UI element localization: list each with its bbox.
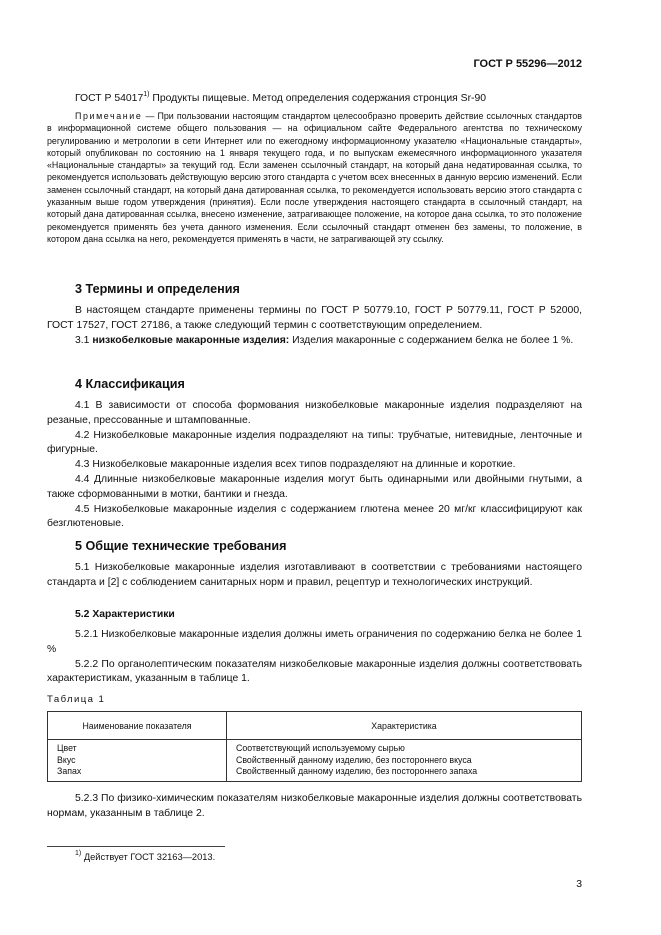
footnote-marker: 1) [143, 91, 150, 98]
document-code-header: ГОСТ Р 55296—2012 [473, 58, 582, 70]
table-header-row [48, 712, 582, 740]
table-cell-characteristics: Соответствующий используемому сырью Свойственный данному изделию, без постороннего вкуса Свойственный данному изделию, без постороннего запаха [227, 740, 582, 782]
section-4-body [47, 399, 582, 532]
term-definition: Изделия макаронные с содержанием белка не более 1 %. [289, 334, 574, 346]
clauses-5-2 [47, 628, 582, 687]
section-5-body [47, 561, 582, 591]
subsection-5-2-title: 5.2 Характеристики [75, 609, 175, 620]
table-1 [47, 711, 582, 782]
note-text: — При пользовании настоящим стандартом целесообразно проверить действие ссылочных стандартов в информационной системе общего пользования — на официальном сайте Федерального агентства по техническому регулированию и метрологии в сети Интернет или по ежегодному информационному указателю «Национальные стандарты», который опубликован по состоянию на 1 января текущего года, и по выпускам ежемесячного информационного указателя «Национальные стандарты» за текущий год. Если заменен ссылочный стандарт, на который дана недатированная ссылка, то рекомендуется использовать действующую версию этого стандарта с учетом всех внесенных в данную версию изменений. Если заменен ссылочный стандарт, на который дана датированная ссылка, то рекомендуется использовать версию этого стандарта с указанным выше годом утверждения (принятия). Если после утверждения настоящего стандарта в ссылочный стандарт, на который дана датированная ссылка, внесено изменение, затрагивающее положение, на которое дана ссылка, то это положение рекомендуется применять без учета данного изменения. Если ссылочный стандарт отменен без замены, то положение, в котором дана ссылка на него, рекомендуется применять в части, не затрагивающей эту ссылку. [47, 111, 582, 244]
clause-5-2-3: 5.2.3 По физико-химическим показателям низкобелковые макаронные изделия должны соответствовать нормам, указанным в таблице 2. [47, 793, 582, 819]
references-note [47, 110, 582, 245]
term-name: низкобелковые макаронные изделия: [92, 334, 290, 346]
clause-4-4: 4.4 Длинные низкобелковые макаронные изделия могут быть одинарными или двойными гнутыми, а также сформованными в мотки, бантики и гнезда. [47, 473, 582, 500]
reference-title: Продукты пищевые. Метод определения содержания стронция Sr-90 [149, 93, 487, 104]
clause-5-1: 5.1 Низкобелковые макаронные изделия изготавливают в соответствии с требованиями настоящего стандарта и [2] с соблюдением санитарных норм и правил, рецептур и технологических инструкций. [47, 562, 582, 588]
clause-5-2-2: 5.2.2 По органолептическим показателям низкобелковые макаронные изделия должны соответствовать характеристикам, указанным в таблице 1. [47, 658, 582, 685]
table-cell-indicators: Цвет Вкус Запах [48, 740, 227, 782]
footnote [75, 852, 215, 862]
clause-5-2-3-block [47, 792, 582, 822]
table-1-caption: Таблица 1 [47, 694, 106, 705]
table-header-cell: Характеристика [227, 712, 582, 740]
clause-5-2-1: 5.2.1 Низкобелковые макаронные изделия должны иметь ограничения по содержанию белка не более 1 % [47, 629, 582, 655]
note-label: Примечание [75, 111, 143, 121]
clause-4-5: 4.5 Низкобелковые макаронные изделия с содержанием глютена менее 20 мг/кг классифицируют как безглютеновые. [47, 503, 582, 530]
section-5-title: 5 Общие технические требования [75, 539, 287, 553]
footnote-text: Действует ГОСТ 32163—2013. [81, 852, 216, 862]
footnote-divider [47, 846, 225, 847]
section-3-body [47, 304, 582, 348]
clause-4-3: 4.3 Низкобелковые макаронные изделия всех типов подразделяют на длинные и короткие. [75, 459, 516, 471]
subsection-5-2 [47, 609, 582, 620]
table-row [48, 740, 582, 782]
clause-4-1: 4.1 В зависимости от способа формования низкобелковые макаронные изделия подразделяют на резаные, прессованные и штампованные. [47, 400, 582, 426]
page-number: 3 [576, 879, 582, 890]
term-definition-3-1: 3.1 низкобелковые макаронные изделия: Изделия макаронные с содержанием белка не более 1 %. [75, 334, 574, 346]
section-3-title: 3 Термины и определения [75, 282, 240, 296]
reference-code: ГОСТ Р 54017 [75, 93, 144, 104]
footnote-mark: 1) [75, 850, 82, 857]
normative-reference [47, 92, 582, 107]
table-header-cell: Наименование показателя [48, 712, 227, 740]
section-3-paragraph: В настоящем стандарте применены термины по ГОСТ Р 50779.10, ГОСТ Р 50779.11, ГОСТ Р 52000, ГОСТ 17527, ГОСТ 27186, а также следующий термин с соответствующим определением. [47, 305, 582, 331]
section-4-title: 4 Классификация [75, 377, 185, 391]
clause-4-2: 4.2 Низкобелковые макаронные изделия подразделяют на типы: трубчатые, нитевидные, ленточные и фигурные. [47, 429, 582, 456]
